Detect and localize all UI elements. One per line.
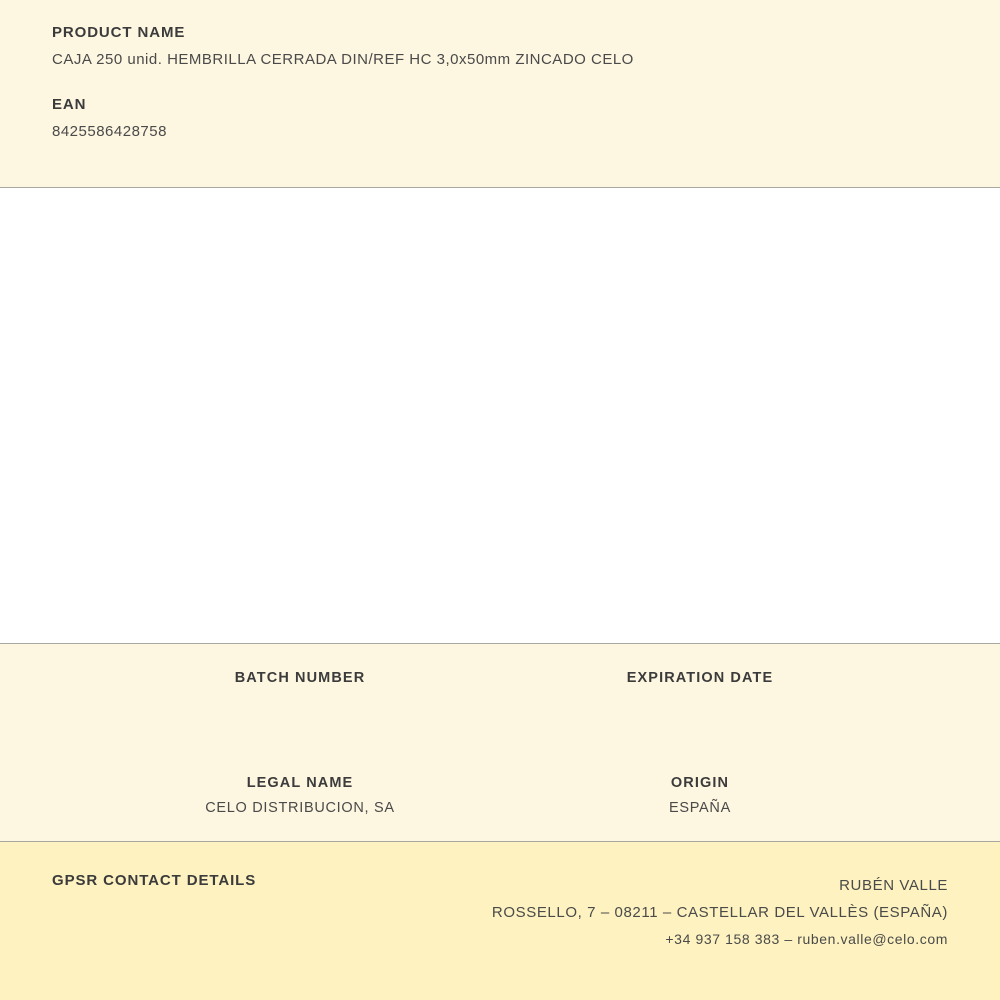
product-name-field [52, 24, 948, 68]
contact-address: ROSSELLO, 7 – 08211 – CASTELLAR DEL VALLÈS (ESPAÑA) [491, 904, 948, 921]
product-info-block [0, 644, 1000, 842]
info-spacer-right-2 [900, 775, 1000, 818]
gpsr-contact-label: GPSR CONTACT DETAILS [52, 872, 257, 889]
gpsr-contact-details [492, 872, 948, 953]
batch-number-label: BATCH NUMBER [234, 670, 366, 686]
expiration-date-field [500, 670, 900, 713]
origin-value: ESPAÑA [669, 800, 731, 816]
expiration-date-value [500, 695, 900, 713]
info-spacer-left [0, 670, 100, 713]
ean-value: 8425586428758 [52, 123, 167, 140]
contact-phone-email: +34 937 158 383 – ruben.valle@celo.com [665, 931, 948, 947]
info-spacer-right [900, 670, 1000, 713]
product-image-area [0, 188, 1000, 644]
info-row-legal-origin [0, 775, 1000, 818]
legal-name-value: CELO DISTRIBUCION, SA [205, 800, 395, 816]
product-name-label: PRODUCT NAME [52, 24, 186, 41]
gpsr-footer [0, 842, 1000, 1000]
ean-label: EAN [52, 96, 87, 113]
ean-field [52, 96, 948, 140]
product-header-block [0, 0, 1000, 188]
legal-name-field [100, 775, 500, 818]
batch-number-field [100, 670, 500, 713]
info-row-batch-expiration [0, 670, 1000, 713]
info-spacer-left-2 [0, 775, 100, 818]
legal-name-label: LEGAL NAME [246, 775, 354, 791]
origin-label: ORIGIN [670, 775, 730, 791]
contact-name: RUBÉN VALLE [839, 877, 948, 894]
origin-field [500, 775, 900, 818]
expiration-date-label: EXPIRATION DATE [626, 670, 774, 686]
batch-number-value [100, 695, 500, 713]
product-name-value: CAJA 250 unid. HEMBRILLA CERRADA DIN/REF HC 3,0x50mm ZINCADO CELO [52, 51, 634, 68]
